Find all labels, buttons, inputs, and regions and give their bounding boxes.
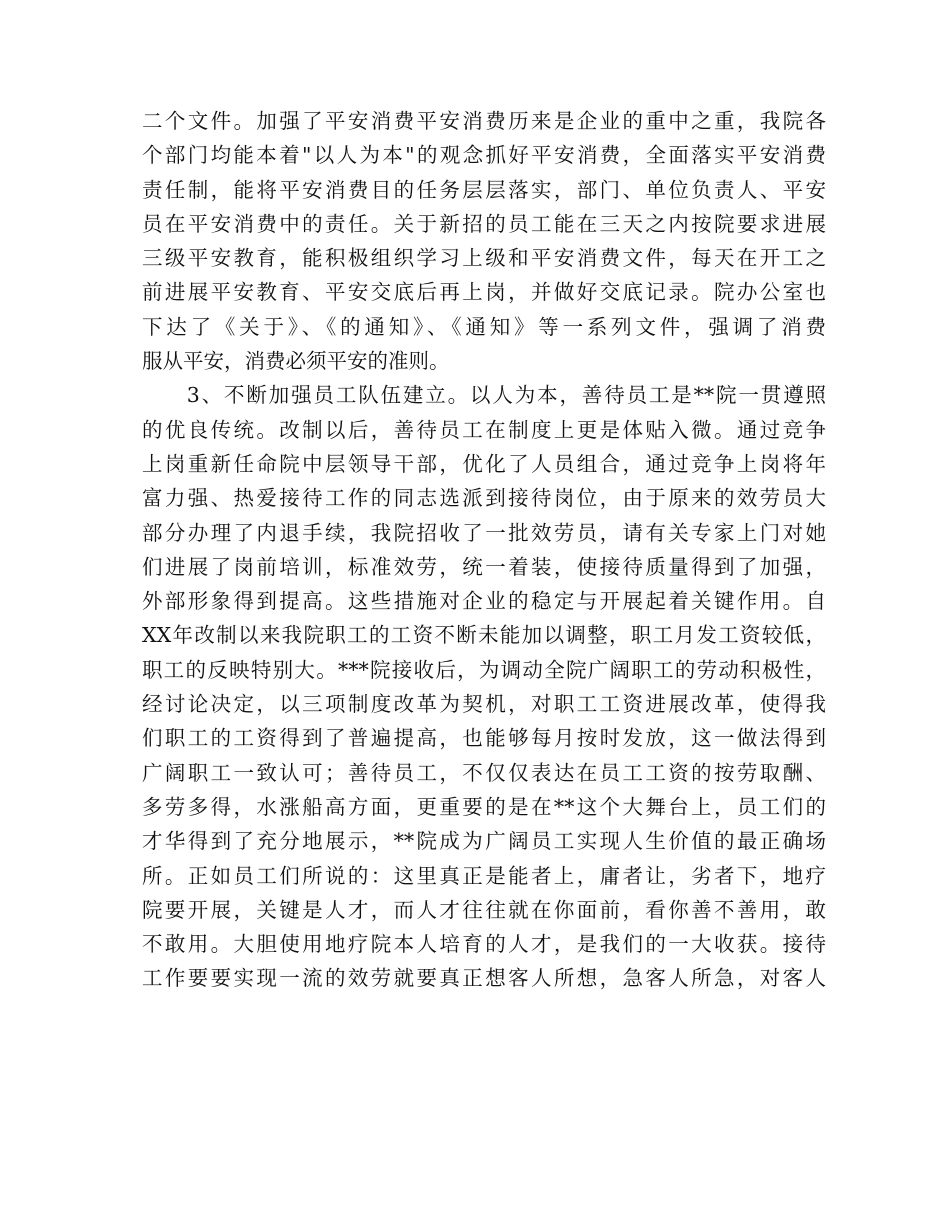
text-line: 才华得到了充分地展示，**院成为广阔员工实现人生价值的最正确场: [142, 829, 826, 854]
text-line: 外部形象得到提高。这些措施对企业的稳定与开展起着关键作用。自: [142, 589, 826, 614]
text-line: 服从平安，消费必须平安的准则。: [142, 349, 450, 374]
text-line: 3、不断加强员工队伍建立。以人为本，善待员工是**院一贯遵照: [142, 383, 826, 408]
text-line: 富力强、热爱接待工作的同志选派到接待岗位，由于原来的效劳员大: [142, 486, 826, 511]
document-body: [142, 104, 826, 996]
text-line: 职工的反映特别大。***院接收后，为调动全院广阔职工的劳动积极性，: [142, 657, 826, 682]
text-line: 所。正如员工们所说的：这里真正是能者上，庸者让，劣者下，地疗: [142, 863, 826, 888]
text-line: 们进展了岗前培训，标准效劳，统一着装，使接待质量得到了加强，: [142, 554, 826, 579]
text-line: 个部门均能本着"以人为本"的观念抓好平安消费，全面落实平安消费: [142, 143, 826, 168]
text-line: 前进展平安教育、平安交底后再上岗，并做好交底记录。院办公室也: [142, 280, 826, 305]
text-line: 下达了《关于》、《的通知》、《通知》等一系列文件，强调了消费: [142, 314, 826, 339]
text-line: XX年改制以来我院职工的工资不断未能加以调整，职工月发工资较低，: [142, 623, 826, 648]
text-line: 三级平安教育，能积极组织学习上级和平安消费文件，每天在开工之: [142, 246, 826, 271]
text-line: 责任制，能将平安消费目的任务层层落实，部门、单位负责人、平安: [142, 177, 826, 202]
text-line: 部分办理了内退手续，我院招收了一批效劳员，请有关专家上门对她: [142, 520, 826, 545]
text-line: 上岗重新任命院中层领导干部，优化了人员组合，通过竞争上岗将年: [142, 451, 826, 476]
text-line: 的优良传统。改制以后，善待员工在制度上更是体贴入微。通过竞争: [142, 417, 826, 442]
text-line: 经讨论决定，以三项制度改革为契机，对职工工资进展改革，使得我: [142, 692, 826, 717]
text-line: 广阔职工一致认可；善待员工，不仅仅表达在员工工资的按劳取酬、: [142, 760, 826, 785]
text-line: 院要开展，关键是人才，而人才往往就在你面前，看你善不善用，敢: [142, 897, 826, 922]
text-line: 二个文件。加强了平安消费平安消费历来是企业的重中之重，我院各: [142, 109, 826, 133]
text-line: 多劳多得，水涨船高方面，更重要的是在**这个大舞台上，员工们的: [142, 794, 826, 819]
text-line: 员在平安消费中的责任。关于新招的员工能在三天之内按院要求进展: [142, 211, 826, 236]
text-line: 们职工的工资得到了普遍提高，也能够每月按时发放，这一做法得到: [142, 726, 826, 751]
text-line: 工作要要实现一流的效劳就要真正想客人所想，急客人所急，对客人: [142, 966, 826, 991]
text-line: 不敢用。大胆使用地疗院本人培育的人才，是我们的一大收获。接待: [142, 932, 826, 957]
